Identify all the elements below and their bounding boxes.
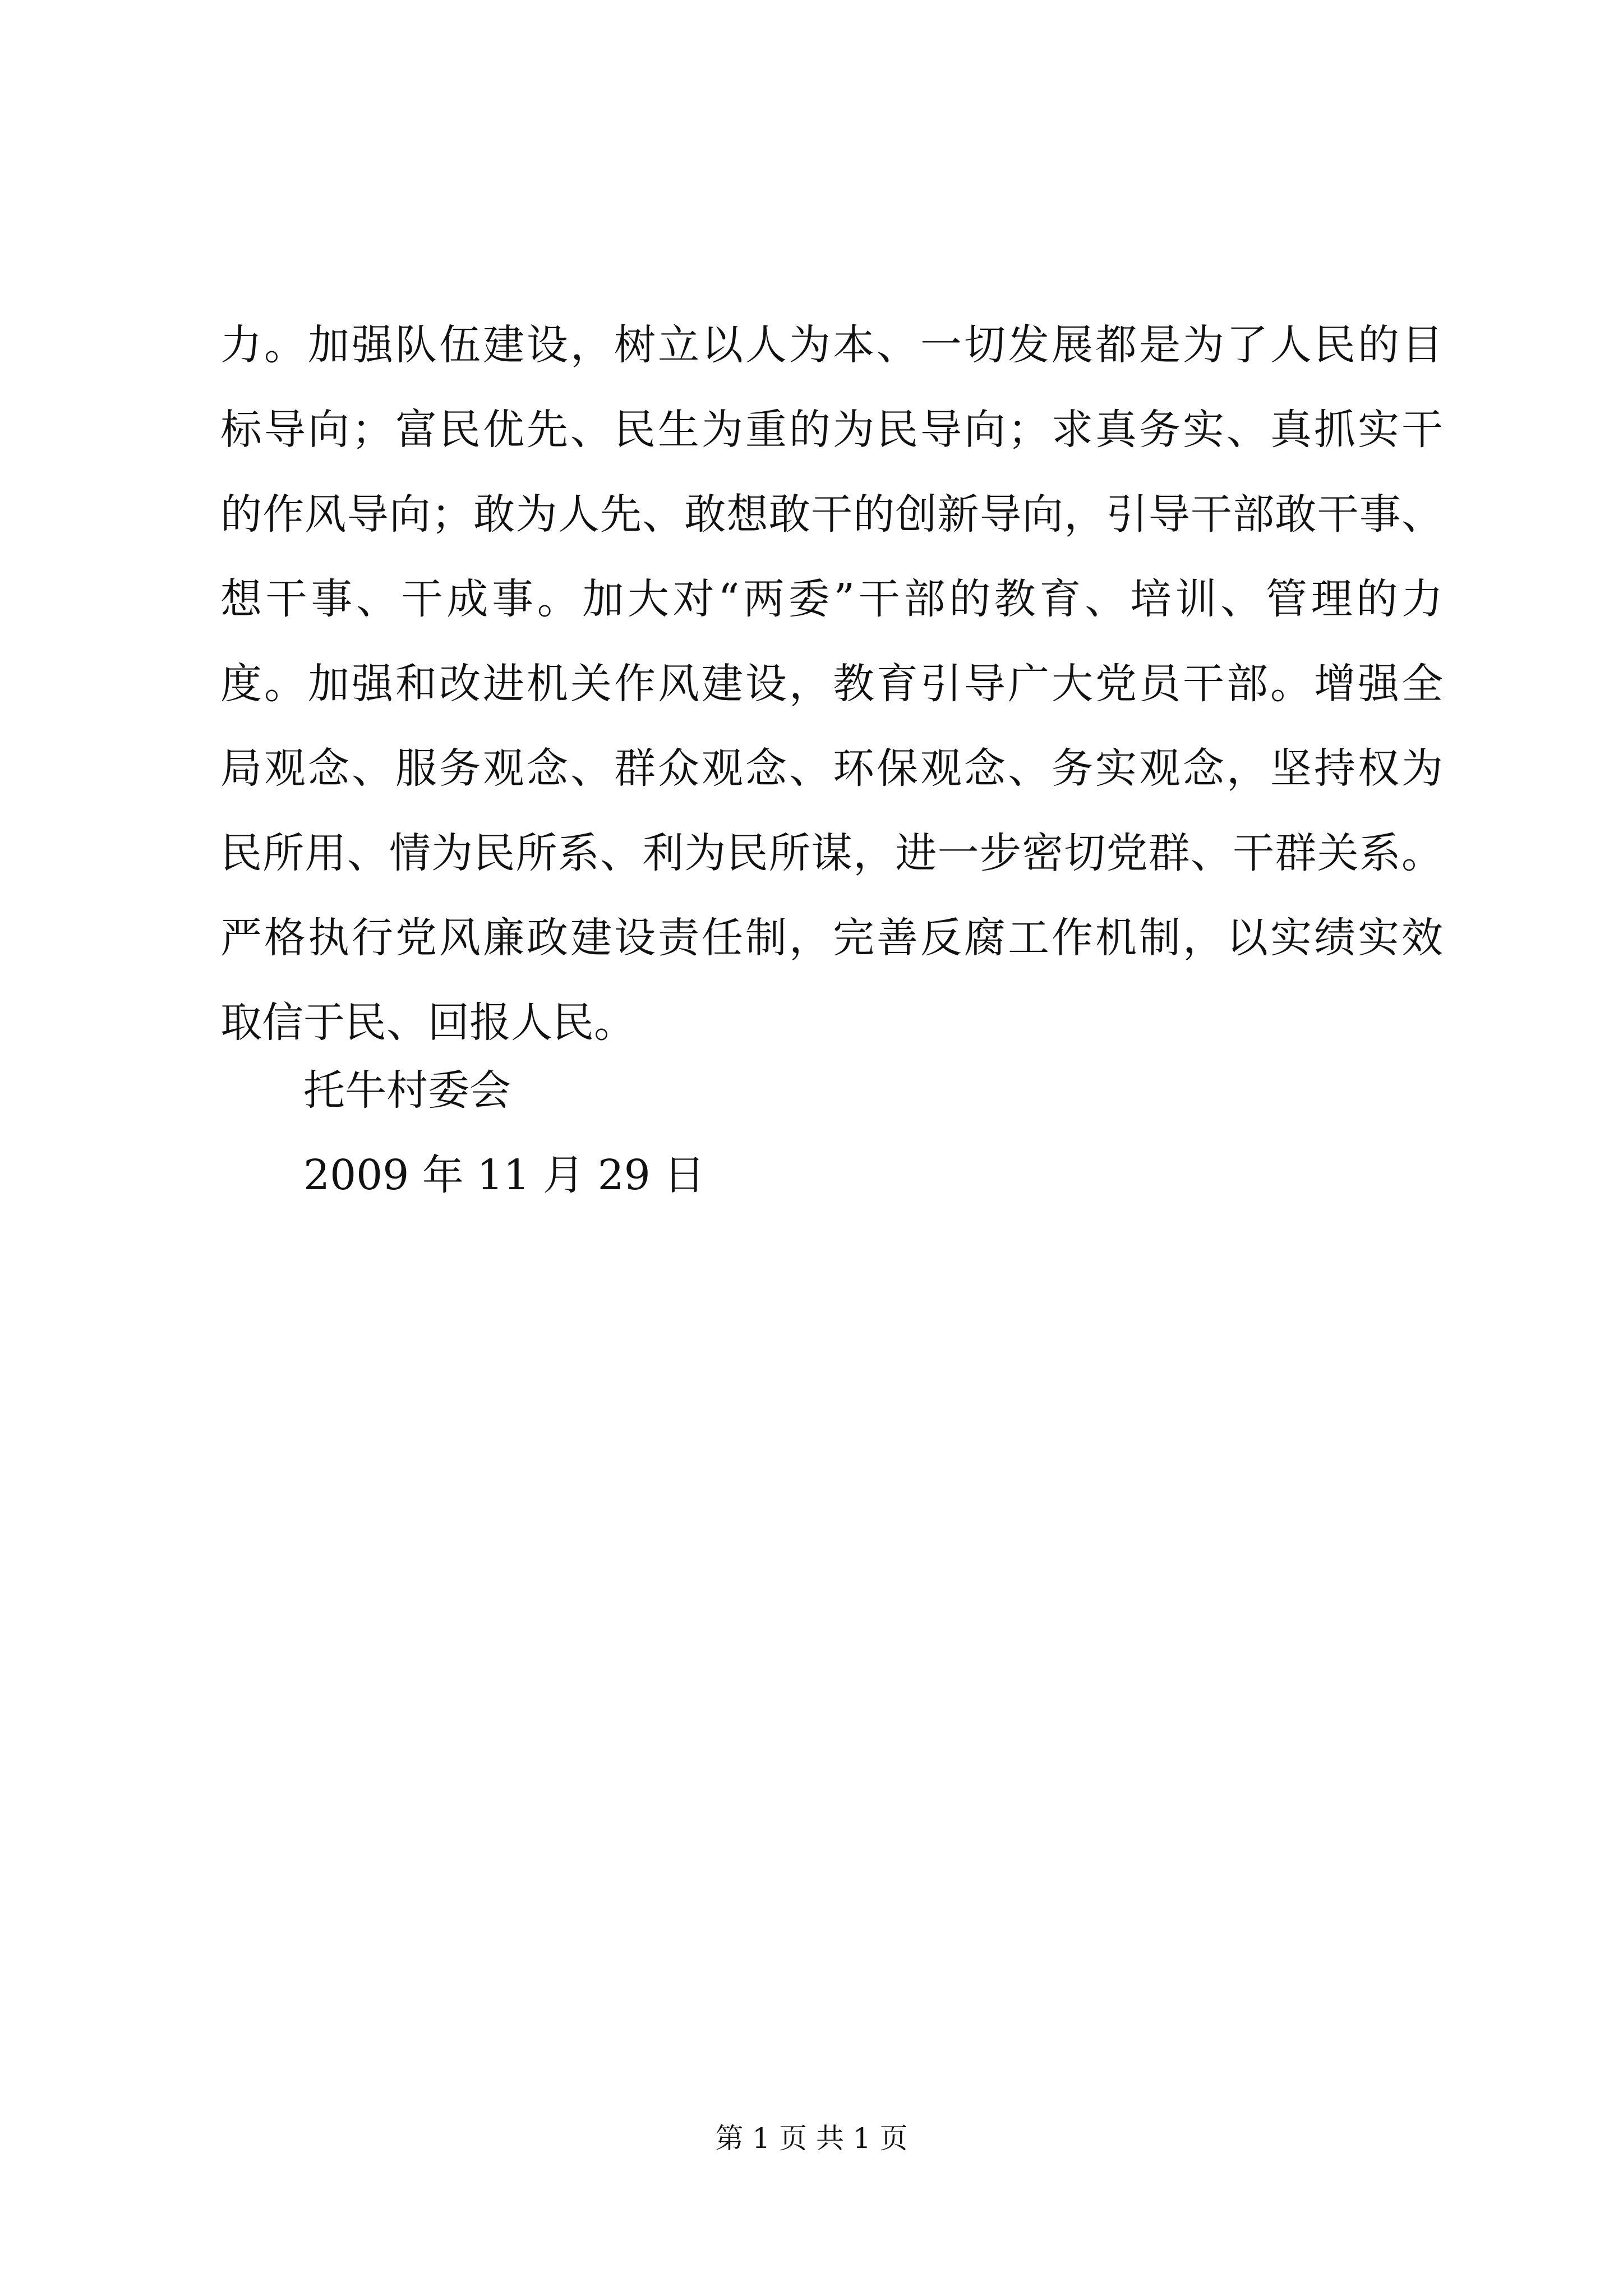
paragraph-line: 力。加强队伍建设，树立以人为本、一切发展都是为了人民的目: [220, 321, 1443, 369]
page-footer: 第 1 页 共 1 页: [715, 2122, 908, 2155]
paragraph-line: 局观念、服务观念、群众观念、环保观念、务实观念，坚持权为: [220, 744, 1443, 793]
paragraph-line: 的作风导向；敢为人先、敢想敢干的创新导向，引导干部敢干事、: [220, 490, 1443, 539]
paragraph-line: 度。加强和改进机关作风建设，教育引导广大党员干部。增强全: [220, 660, 1443, 708]
signature-date: 2009 年 11 月 29 日: [303, 1151, 706, 1199]
body-paragraph: [220, 303, 1443, 1065]
paragraph-line: 标导向；富民优先、民生为重的为民导向；求真务实、真抓实干: [220, 406, 1443, 454]
paragraph-line: 民所用、情为民所系、利为民所谋，进一步密切党群、干群关系。: [220, 829, 1443, 877]
paragraph-line: 严格执行党风廉政建设责任制，完善反腐工作机制，以实绩实效: [220, 914, 1443, 962]
paragraph-line: 想干事、干成事。加大对“两委”干部的教育、培训、管理的力: [220, 575, 1443, 623]
signature-organization: 托牛村委会: [303, 1066, 511, 1115]
paragraph-line: 取信于民、回报人民。: [220, 999, 635, 1047]
